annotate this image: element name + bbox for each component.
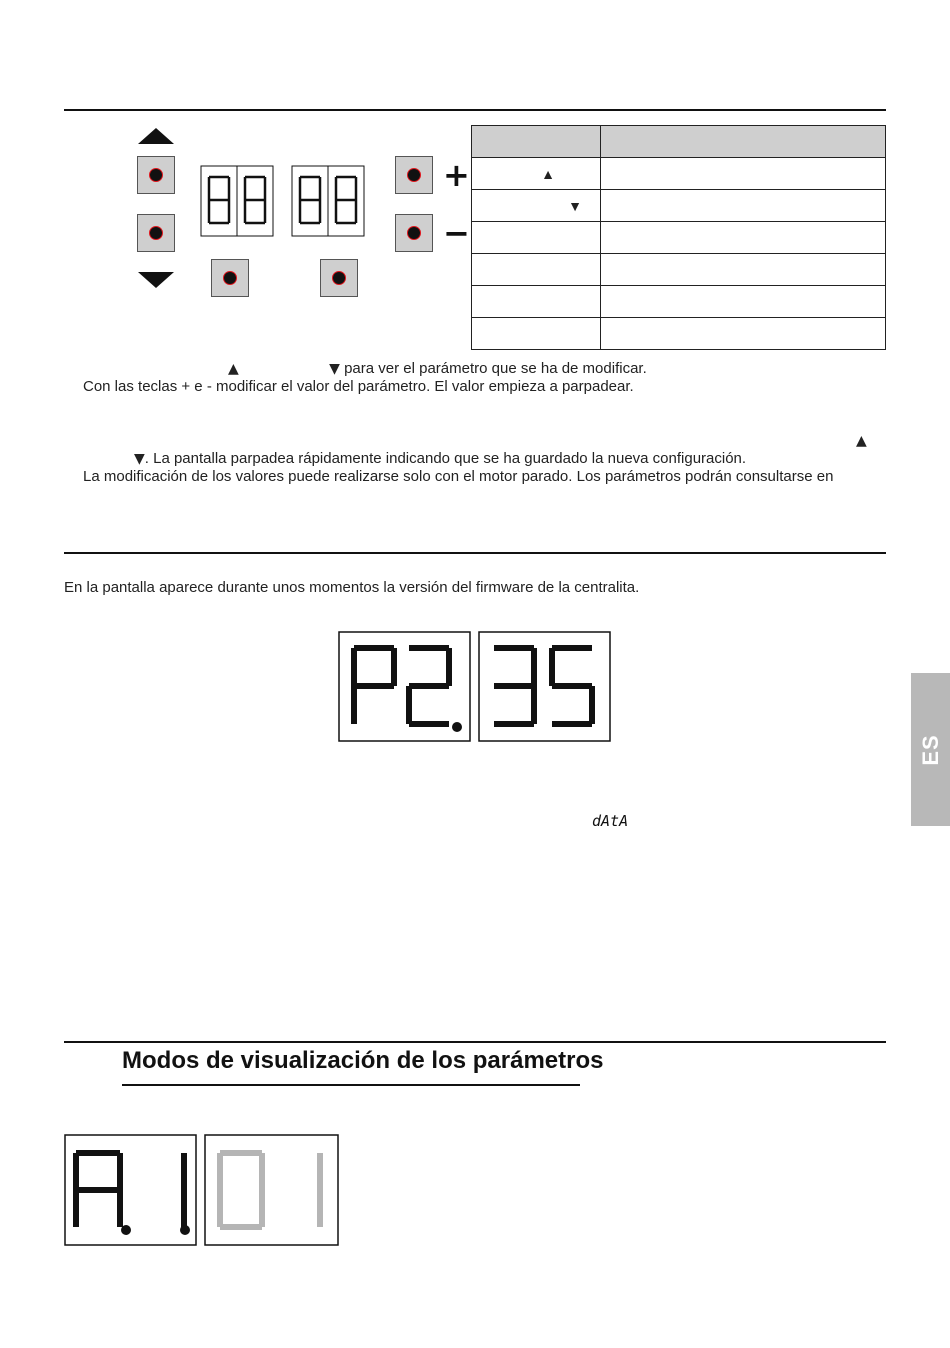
firmware-display xyxy=(338,631,613,743)
section-rule-firmware xyxy=(64,552,886,554)
down-triangle-icon-2: ▼ xyxy=(134,451,145,467)
minus-button[interactable] xyxy=(395,214,433,252)
data-label-display xyxy=(592,812,636,830)
down-triangle-icon: ▼ xyxy=(329,361,340,377)
panel-display xyxy=(200,165,370,237)
table-row xyxy=(472,222,886,254)
modes-decimal-point-1 xyxy=(180,1225,190,1235)
up-button[interactable] xyxy=(137,156,175,194)
table-cell-key xyxy=(472,126,601,158)
parameter-table xyxy=(471,125,886,350)
language-tab[interactable] xyxy=(911,673,950,826)
right-bottom-button[interactable] xyxy=(320,259,358,297)
instruction-line-1-text: para ver el parámetro que se ha de modificar. xyxy=(344,360,647,377)
table-row xyxy=(472,190,886,222)
modes-decimal-point-0 xyxy=(121,1225,131,1235)
section-rule-modes xyxy=(64,1041,886,1043)
instruction-line-2: Con las teclas + e - modificar el valor del parámetro. El valor empieza a parpadear. xyxy=(83,378,634,395)
fw-decimal-point xyxy=(452,722,462,732)
instruction-line-1 xyxy=(228,360,647,378)
table-cell-description xyxy=(601,190,886,222)
modes-display xyxy=(64,1134,342,1248)
arrow-down-icon xyxy=(138,272,174,288)
table-cell-description xyxy=(601,158,886,190)
left-bottom-button[interactable] xyxy=(211,259,249,297)
plus-button[interactable] xyxy=(395,156,433,194)
language-tab-label: ES xyxy=(917,733,943,766)
up-triangle-icon: ▲ xyxy=(228,361,239,377)
table-cell-description xyxy=(601,286,886,318)
table-cell-key: ▲ xyxy=(472,158,601,190)
heading-underline xyxy=(122,1084,580,1086)
table-cell-description xyxy=(601,318,886,350)
instruction-line-3 xyxy=(134,450,746,468)
data-label-text: dAtA xyxy=(592,812,629,830)
arrow-up-icon xyxy=(138,128,174,144)
instruction-line-4: La modificación de los valores puede realizarse solo con el motor parado. Los parámetros podrán consultarse en xyxy=(83,468,834,485)
table-cell-key xyxy=(472,286,601,318)
table-cell-key: ▼ xyxy=(472,190,601,222)
table-header-row xyxy=(472,126,886,158)
table-cell-description xyxy=(601,254,886,286)
table-row xyxy=(472,158,886,190)
section-heading: Modos de visualización de los parámetros xyxy=(122,1047,604,1074)
table-cell-description xyxy=(601,222,886,254)
table-cell-key xyxy=(472,254,601,286)
plus-sign-label: + xyxy=(443,156,470,194)
minus-sign-label: − xyxy=(443,214,470,252)
table-row xyxy=(472,286,886,318)
table-cell-description xyxy=(601,126,886,158)
table-cell-key xyxy=(472,222,601,254)
firmware-text: En la pantalla aparece durante unos momentos la versión del firmware de la centralita. xyxy=(64,579,640,596)
down-button[interactable] xyxy=(137,214,175,252)
top-rule xyxy=(64,109,886,111)
table-cell-key xyxy=(472,318,601,350)
table-row xyxy=(472,318,886,350)
up-triangle-icon-right: ▲ xyxy=(856,433,867,449)
instruction-line-3-text: . La pantalla parpadea rápidamente indicando que se ha guardado la nueva configuración. xyxy=(144,450,747,467)
table-row xyxy=(472,254,886,286)
